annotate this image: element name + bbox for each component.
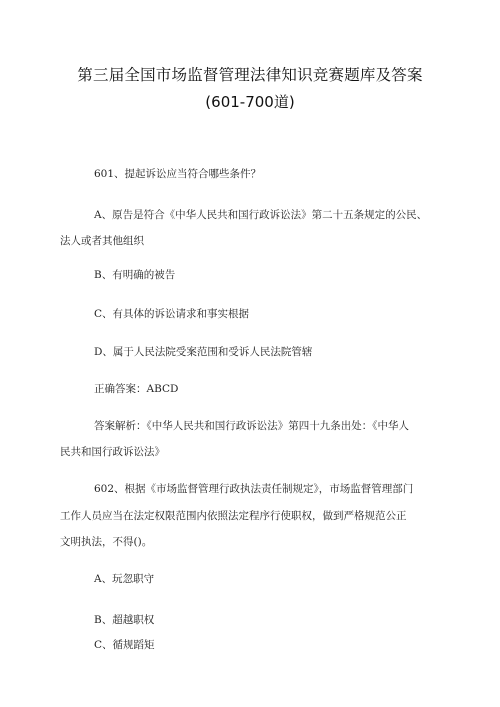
q601-option-c: C、有具体的诉讼请求和事实根据: [94, 308, 250, 320]
q602-option-c: C、循规蹈矩: [94, 639, 155, 651]
question-601: 601、提起诉讼应当符合哪些条件？: [94, 168, 262, 180]
document-subtitle: (601-700道): [205, 93, 295, 111]
q601-option-a: A、原告是符合《中华人民共和国行政诉讼法》第二十五条规定的公民、: [94, 209, 428, 221]
question-602: 602、根据《市场监督管理行政执法责任制规定》，市场监督管理部门: [94, 483, 414, 495]
q601-answer: 正确答案：ABCD: [94, 383, 179, 395]
q601-option-b: B、有明确的被告: [94, 269, 176, 281]
q601-option-d: D、属于人民法院受案范围和受诉人民法院管辖: [94, 346, 313, 358]
question-602-continued-1: 工作人员应当在法定权限范围内依照法定程序行使职权，做到严格规范公正: [60, 510, 407, 522]
q601-analysis: 答案解析：《中华人民共和国行政诉讼法》第四十九条出处：《中华人: [94, 420, 409, 432]
q602-option-b: B、超越职权: [94, 614, 155, 626]
q601-analysis-continued: 民共和国行政诉讼法》: [60, 446, 165, 458]
q602-option-a: A、玩忽职守: [94, 573, 155, 585]
q601-option-a-continued: 法人或者其他组织: [60, 235, 144, 247]
document-title: 第三届全国市场监督管理法律知识竞赛题库及答案: [77, 66, 423, 84]
question-602-continued-2: 文明执法，不得()。: [60, 536, 153, 548]
